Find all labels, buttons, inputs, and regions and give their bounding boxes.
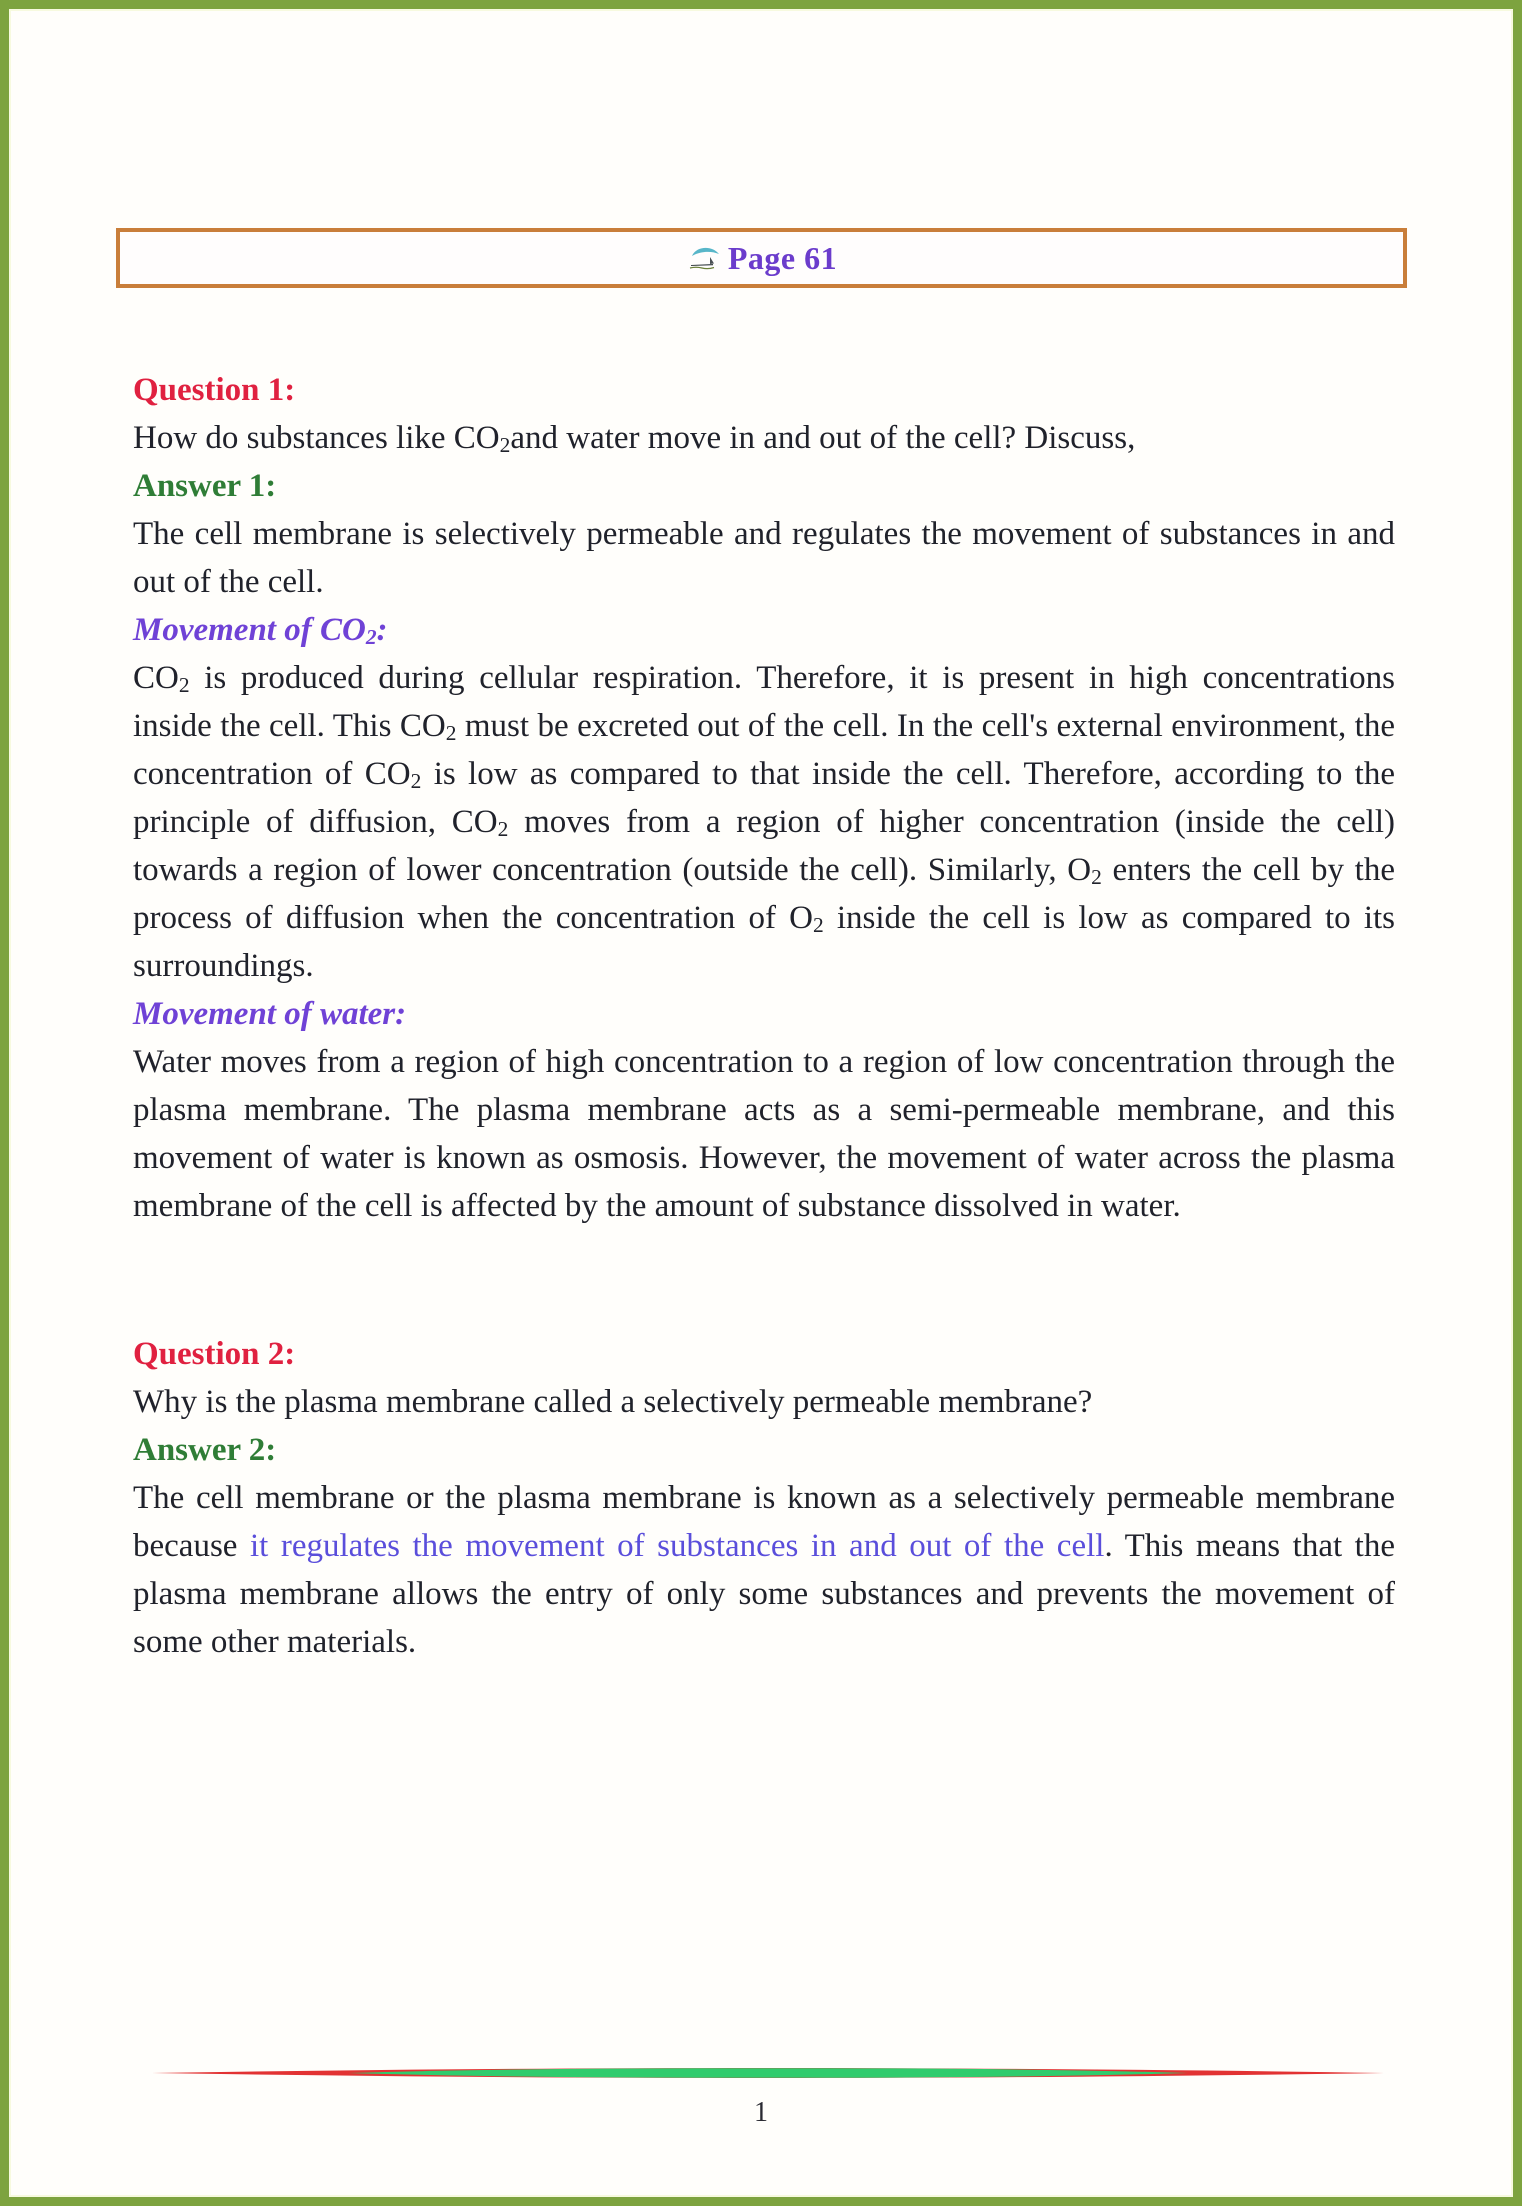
page-number: 1 <box>754 2097 768 2128</box>
question-2-text: Why is the plasma membrane called a selectively permeable membrane? <box>133 1384 1093 1420</box>
movement-of-water-paragraph: Water moves from a region of high concentration to a region of low concentration through the plasma membrane. The plasma membrane acts as a semi-permeable membrane, and this movement of water is known as osmosis. However, the movement of water across the plasma membrane of the cell is affected by the amount of substance dissolved in water. <box>133 1044 1395 1224</box>
answer-1-heading: Answer 1: <box>133 468 277 504</box>
page-header-box <box>116 228 1407 288</box>
answer-2-heading: Answer 2: <box>133 1432 277 1468</box>
lens-divider <box>152 2065 1384 2081</box>
boat-wave-logo-icon <box>686 239 726 284</box>
movement-of-co2-paragraph: $CO_2$ is produced during cellular respiration. Therefore, it is present in high concentrations inside the cell. This $CO_2$ must be excreted out of the cell. In the cell's external environment, the concentration of $CO_2$ is low as compared to that inside the cell. Therefore, according to the principle of diffusion, $CO_2$ moves from a region of higher concentration (inside the cell) towards a region of lower concentration (outside the cell). Similarly, $O_2$ enters the cell by the process of diffusion when the concentration of $O_2$ inside the cell is low as compared to its surroundings. <box>133 660 1396 984</box>
page-title: Page 61 <box>727 239 838 276</box>
answer-1-intro: The cell membrane is selectively permeable and regulates the movement of substances in and out of the cell. <box>133 516 1395 600</box>
question-1-heading: Question 1: <box>133 372 296 408</box>
movement-of-co2-heading: Movement of $CO_2$: <box>133 612 388 649</box>
answer-2-paragraph: The cell membrane or the plasma membrane is known as a selectively permeable membrane because it regulates the movement of substances in and out of the cell. This means that the plasma membrane allows the entry of only some substances and prevents the movement of some other materials. <box>133 1480 1395 1660</box>
question-2-heading: Question 2: <box>133 1336 296 1372</box>
content-body <box>133 366 1395 1666</box>
movement-of-water-heading: Movement of water: <box>133 996 407 1032</box>
question-1-text: How do substances like $CO_2and$ water move in and out of the cell? Discuss, <box>133 420 1136 457</box>
